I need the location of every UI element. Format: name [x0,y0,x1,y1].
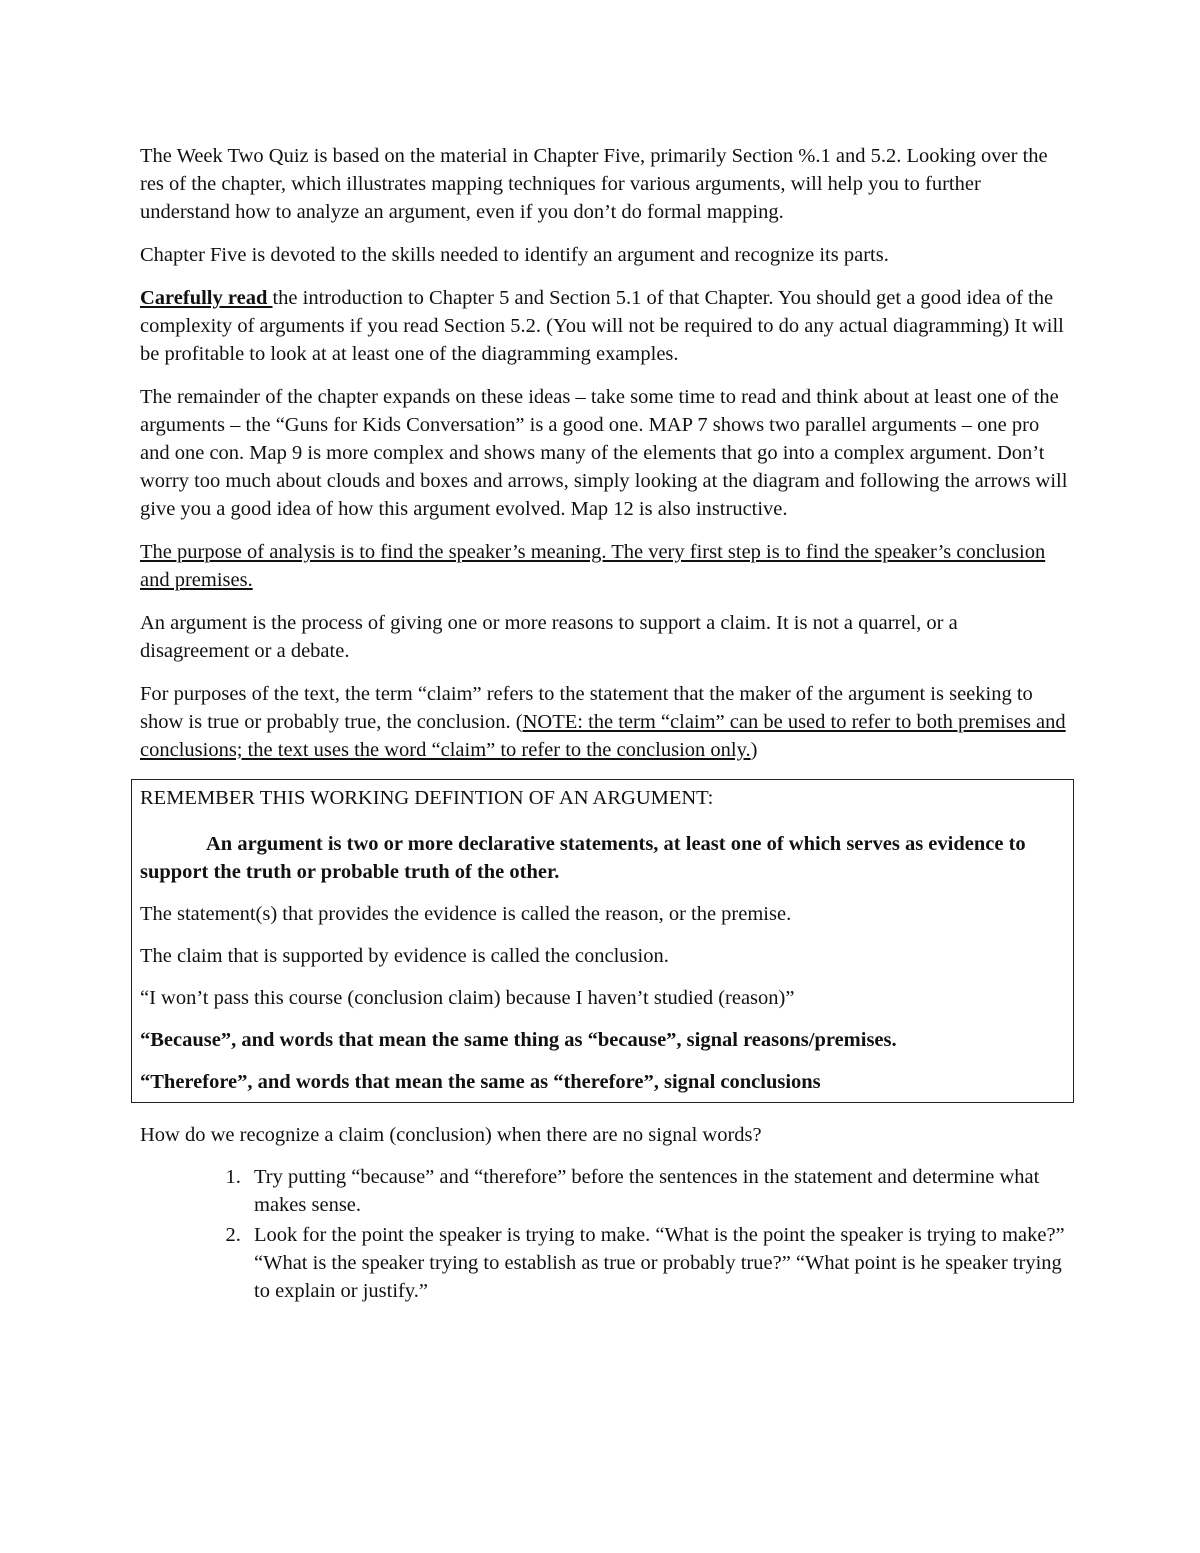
document-page [140,142,1070,1307]
paragraph-chapter-five: Chapter Five is devoted to the skills needed to identify an argument and recognize its parts. [140,244,889,266]
list-item: 2. Look for the point the speaker is trying to make. “What is the point the speaker is trying to make?” “What is the speaker trying to establish as true or probably true?” “What point is he speaker trying to explain or justify.” [246,1221,1070,1305]
box-conclusion-line: The claim that is supported by evidence is called the conclusion. [140,945,669,967]
paragraph-purpose-of-analysis: The purpose of analysis is to find the speaker’s meaning. The very first step is to find the speaker’s conclusion and premises. [140,541,1046,591]
claim-definition-text: For purposes of the text, the term “claim” refers to the statement that the maker of the argument is seeking to show is true or probably true, the conclusion. ( [140,683,1033,733]
box-premise-line: The statement(s) that provides the evidence is called the reason, or the premise. [140,903,792,925]
claim-note-close: ) [750,739,758,761]
carefully-read-emphasis: Carefully read [140,287,273,309]
paragraph-signal-question: How do we recognize a claim (conclusion) when there are no signal words? [140,1124,762,1146]
definition-box [131,779,1074,1103]
box-because-rule: “Because”, and words that mean the same thing as “because”, signal reasons/premises. [140,1029,897,1051]
list-item: 1. Try putting “because” and “therefore” before the sentences in the statement and determine what makes sense. [246,1163,1070,1219]
paragraph-argument-definition: An argument is the process of giving one or more reasons to support a claim. It is not a quarrel, or a disagreement or a debate. [140,612,958,662]
box-therefore-rule: “Therefore”, and words that mean the same as “therefore”, signal conclusions [140,1071,821,1093]
steps-list [140,1163,1070,1305]
reading-instructions-text: the introduction to Chapter 5 and Section 5.1 of that Chapter. You should get a good idea of the complexity of arguments if you read Section 5.2. (You will not be required to do any actual diagramming) It will be profitable to look at at least one of the diagramming examples. [140,287,1064,365]
paragraph-claim-definition [140,680,1070,764]
box-example: “I won’t pass this course (conclusion claim) because I haven’t studied (reason)” [140,987,795,1009]
paragraph-quiz-intro: The Week Two Quiz is based on the material in Chapter Five, primarily Section %.1 and 5.2. Looking over the res of the chapter, which illustrates mapping techniques for various arguments, will help you to further understand how to analyze an argument, even if you don’t do formal mapping. [140,145,1048,223]
claim-note-underlined: NOTE: the term “claim” can be used to refer to both premises and conclusions; the text uses the word “claim” to refer to the conclusion only. [140,711,1066,761]
box-argument-definition: An argument is two or more declarative statements, at least one of which serves as evidence to support the truth or probable truth of the other. [140,833,1026,883]
box-heading: REMEMBER THIS WORKING DEFINTION OF AN ARGUMENT: [140,787,714,809]
paragraph-reading-instructions [140,284,1070,368]
paragraph-chapter-remainder: The remainder of the chapter expands on these ideas – take some time to read and think about at least one of the arguments – the “Guns for Kids Conversation” is a good one. MAP 7 shows two parallel arguments – one pro and one con. Map 9 is more complex and shows many of the elements that go into a complex argument. Don’t worry too much about clouds and boxes and arrows, simply looking at the diagram and following the arrows will give you a good idea of how this argument evolved. Map 12 is also instructive. [140,386,1068,520]
